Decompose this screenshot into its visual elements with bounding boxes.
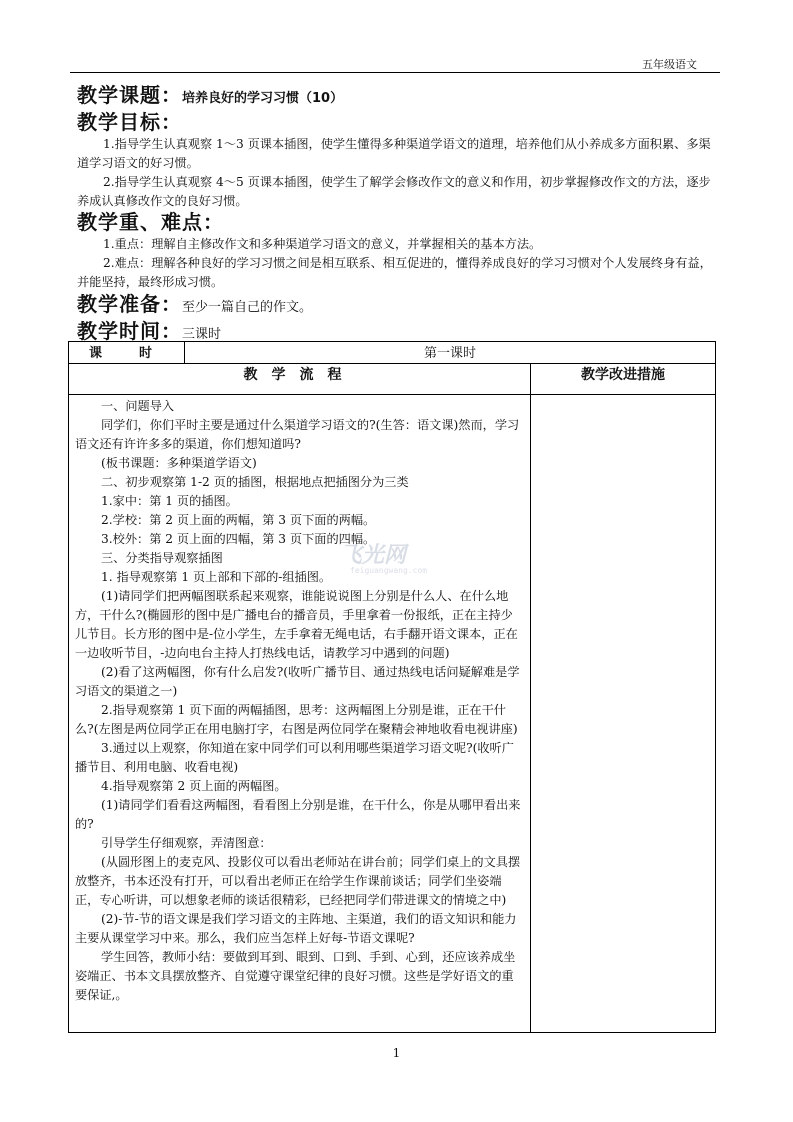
header-rule <box>70 72 720 73</box>
time-section <box>77 315 717 344</box>
lesson-value: 第一课时 <box>185 342 716 364</box>
lesson-row <box>69 342 716 364</box>
content-line: (板书课题：多种渠道学语文) <box>101 456 257 470</box>
content-line: 1. 指导观察第 1 页上部和下部的-组插图。 <box>101 570 332 584</box>
grade-label: 五年级语文 <box>642 58 697 71</box>
content-line: (从圆形图上的麦克风、投影仪可以看出老师站在讲台前；同学们桌上的文具摆放整齐，书本还没有打开，可以看出老师正在给学生作课前谈话；同学们坐姿端正，专心听讲，可以想象老师的谈话很精彩，已经把同学们带进课文的情境之中) <box>75 855 521 907</box>
objectives-section <box>77 106 717 211</box>
watermark-sub: feiguangwang.com <box>350 566 428 575</box>
topic-value: 培养良好的学习习惯（10） <box>182 91 344 106</box>
content-line: 学生回答，教师小结：要做到耳到、眼到、口到、手到、心到，还应该养成坐姿端正、书本文具摆放整齐、自觉遵守课堂纪律的良好习惯。这些是学好语文的重要保证,。 <box>75 950 516 1002</box>
lesson-label: 课 时 <box>69 342 185 364</box>
preparation-section <box>77 288 717 317</box>
objective-item: 2.指导学生认真观察 4～5 页课本插图，使学生了解学会修改作文的意义和作用，初步掌握修改作文的方法，逐步养成认真修改作文的良好习惯。 <box>77 175 711 208</box>
time-label: 教学时间： <box>77 319 182 343</box>
improve-content <box>531 395 716 1033</box>
content-line: 一、问题导入 <box>101 399 175 413</box>
lesson-plan-table <box>68 341 716 1033</box>
content-line: 3.通过以上观察，你知道在家中同学们可以利用哪些渠道学习语文呢?(收听广播节目、利用电脑、收看电视) <box>75 741 514 774</box>
flow-header: 教学流程 <box>69 364 531 395</box>
content-row <box>69 395 716 1033</box>
key-point-item: 1.重点：理解自主修改作文和多种渠道学习语文的意义，并掌握相关的基本方法。 <box>103 237 542 251</box>
preparation-value: 至少一篇自己的作文。 <box>182 300 313 315</box>
objective-item: 1.指导学生认真观察 1～3 页课本插图，使学生懂得多种渠道学语文的道理，培养他们从小养成多方面积累、多渠道学习语文的好习惯。 <box>77 137 711 170</box>
time-value: 三课时 <box>182 327 222 342</box>
improve-header: 教学改进措施 <box>531 364 716 395</box>
content-line: 二、初步观察第 1-2 页的插图，根据地点把插图分为三类 <box>101 475 409 489</box>
content-line: 3.校外：第 2 页上面的四幅，第 3 页下面的四幅。 <box>101 532 376 546</box>
content-line: 2.指导观察第 1 页下面的两幅插图，思考：这两幅图上分别是谁，正在干什么?(左图是两位同学正在用电脑打字，右图是两位同学在聚精会神地收看电视讲座) <box>75 703 518 736</box>
topic-label: 教学课题： <box>77 83 182 107</box>
watermark-logo <box>330 538 460 588</box>
content-line: 4.指导观察第 2 页上面的两幅图。 <box>101 779 287 793</box>
content-line: 引导学生仔细观察，弄清图意： <box>101 836 272 850</box>
key-points-section <box>77 206 717 292</box>
flow-content <box>69 395 531 1033</box>
content-line: 1.家中：第 1 页的插图。 <box>101 494 238 508</box>
content-line: 同学们，你们平时主要是通过什么渠道学习语文的?(生答：语文课)然而，学习语文还有许许多多的渠道，你们想知道吗? <box>75 418 520 451</box>
watermark-main: 飞光网 <box>340 543 407 568</box>
content-line: 2.学校：第 2 页上面的两幅，第 3 页下面的两幅。 <box>101 513 376 527</box>
key-point-item: 2.难点：理解各种良好的学习习惯之间是相互联系、相互促进的，懂得养成良好的学习习惯对个人发展终身有益，并能坚持，最终形成习惯。 <box>77 256 712 289</box>
objectives-label: 教学目标： <box>77 110 182 134</box>
preparation-label: 教学准备： <box>77 292 182 316</box>
page-number: 1 <box>392 1046 401 1060</box>
content-line: (2)-节-节的语文课是我们学习语文的主阵地、主渠道，我们的语文知识和能力主要从课堂学习中来。那么，我们应当怎样上好每-节语文课呢? <box>75 912 517 945</box>
table-header-row <box>69 364 716 395</box>
content-line: 三、分类指导观察插图 <box>101 551 223 565</box>
content-line: (1)请同学们把两幅图联系起来观察，谁能说说图上分别是什么人、在什么地方，干什么?(椭圆形的图中是广播电台的播音员，手里拿着一份报纸，正在主持少儿节目。长方形的图中是-位小学生，左手拿着无绳电话，右手翻开语文课本，正在一边收听节目，-边向电台主持人打热线电话，请教学习中遇到的问题) <box>75 589 518 660</box>
content-line: (1)请同学们看看这两幅图，看看图上分别是谁，在干什么，你是从哪甲看出来的? <box>75 798 521 831</box>
key-points-label: 教学重、难点： <box>77 210 224 234</box>
topic-section <box>77 79 717 108</box>
content-line: (2)看了这两幅图，你有什么启发?(收听广播节目、通过热线电话问疑解难是学习语文的渠道之一) <box>75 665 520 698</box>
